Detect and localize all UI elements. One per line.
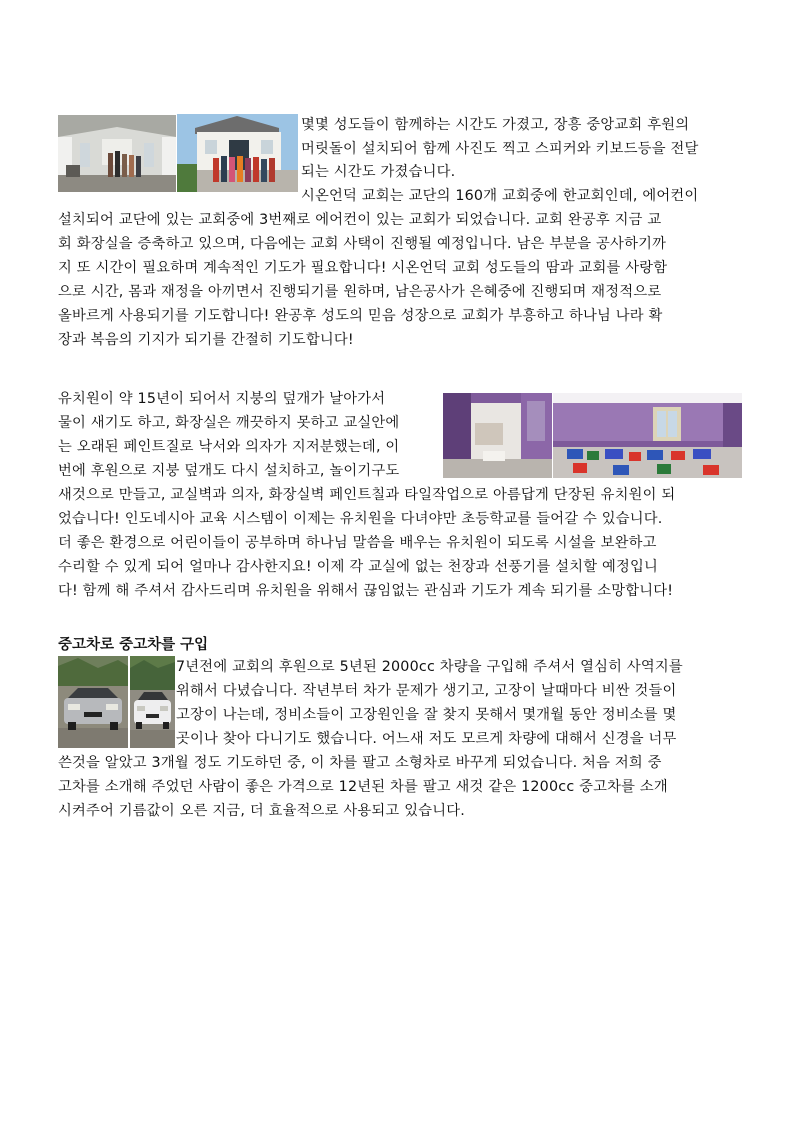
- kindergarten-classroom-photo: [553, 393, 742, 478]
- body-text-line: 번에 후원으로 지붕 덮개도 다시 설치하고, 놀이기구도: [58, 463, 400, 479]
- church-interior-photo: [58, 115, 176, 192]
- old-car-photo: [58, 656, 128, 748]
- body-text-line: 는 오래된 페인트질로 낙서와 의자가 지저분했는데, 이: [58, 439, 400, 455]
- body-text-line: 머릿돌이 설치되어 함께 사진도 찍고 스피커와 키보드등을 전달: [301, 141, 699, 157]
- body-text-line: 시온언덕 교회는 교단의 160개 교회중에 한교회인데, 에어컨이: [301, 188, 699, 204]
- body-text-line: 고차를 소개해 주었던 사람이 좋은 가격으로 12년된 차를 팔고 새것 같은 1200cc 중고차를 소개: [58, 779, 668, 795]
- body-text-line: 7년전에 교회의 후원으로 5년된 2000cc 차량을 구입해 주셔서 열심히 사역지를: [176, 659, 683, 675]
- body-text-line: 설치되어 교단에 있는 교회중에 3번째로 에어컨이 있는 교회가 되었습니다. 교회 완공후 지금 교: [58, 212, 662, 228]
- body-text-line: 지 또 시간이 필요하며 계속적인 기도가 필요합니다! 시온언덕 교회 성도들의 땀과 교회를 사랑함: [58, 260, 668, 276]
- section-heading: 중고차로 중고차를 구입: [58, 637, 209, 653]
- body-text-line: 고장이 나는데, 정비소들이 고장원인을 잘 찾지 못해서 몇개월 동안 정비소를 몇: [176, 707, 677, 723]
- body-text-line: 새것으로 만들고, 교실벽과 의자, 화장실벽 페인트칠과 타일작업으로 아름답게 단장된 유치원이 되: [58, 487, 676, 503]
- body-text-line: 수리할 수 있게 되어 얼마나 감사한지요! 이제 각 교실에 없는 천장과 선풍기를 설치할 예정입니: [58, 559, 659, 575]
- body-text-line: 었습니다! 인도네시아 교육 시스템이 이제는 유치원을 다녀야만 초등학교를 들어갈 수 있습니다.: [58, 511, 663, 527]
- body-text-line: 더 좋은 환경으로 어린이들이 공부하며 하나님 말씀을 배우는 유치원이 되도록 시설을 보완하고: [58, 535, 657, 551]
- body-text-line: 위해서 다녔습니다. 작년부터 차가 문제가 생기고, 고장이 날때마다 비싼 것들이: [176, 683, 677, 699]
- body-text-line: 다! 함께 해 주셔서 감사드리며 유치원을 위해서 끊임없는 관심과 기도가 계속 되기를 소망합니다!: [58, 583, 674, 599]
- body-text-line: 으로 시간, 몸과 재정을 아끼면서 진행되기를 원하며, 남은공사가 은혜중에 진행되며 재정적으로: [58, 284, 662, 300]
- body-text-line: 회 화장실을 증축하고 있으며, 다음에는 교회 사택이 진행될 예정입니다. 남은 부분을 공사하기까: [58, 236, 667, 252]
- body-text-line: 장과 복음의 기지가 되기를 간절히 기도합니다!: [58, 332, 354, 348]
- body-text-line: 시켜주어 기름값이 오른 지금, 더 효율적으로 사용되고 있습니다.: [58, 803, 465, 819]
- body-text-line: 물이 새기도 하고, 화장실은 깨끗하지 못하고 교실안에: [58, 415, 400, 431]
- body-text-line: 쓴것을 알았고 3개월 정도 기도하던 중, 이 차를 팔고 소형차로 바꾸게 되었습니다. 처음 저희 중: [58, 755, 662, 771]
- kindergarten-bathroom-photo: [443, 393, 552, 478]
- church-front-group-photo: [177, 114, 298, 192]
- body-text-line: 몇몇 성도들이 함께하는 시간도 가졌고, 장흥 중앙교회 후원의: [301, 117, 690, 133]
- body-text-line: 유치원이 약 15년이 되어서 지붕의 덮개가 날아가서: [58, 391, 386, 407]
- body-text-line: 되는 시간도 가졌습니다.: [301, 164, 456, 180]
- body-text-line: 곳이나 찾아 다니기도 했습니다. 어느새 저도 모르게 차량에 대해서 신경을 너무: [176, 731, 677, 747]
- body-text-line: 올바르게 사용되기를 기도합니다! 완공후 성도의 믿음 성장으로 교회가 부흥하고 하나님 나라 확: [58, 308, 663, 324]
- new-car-photo: [130, 656, 175, 748]
